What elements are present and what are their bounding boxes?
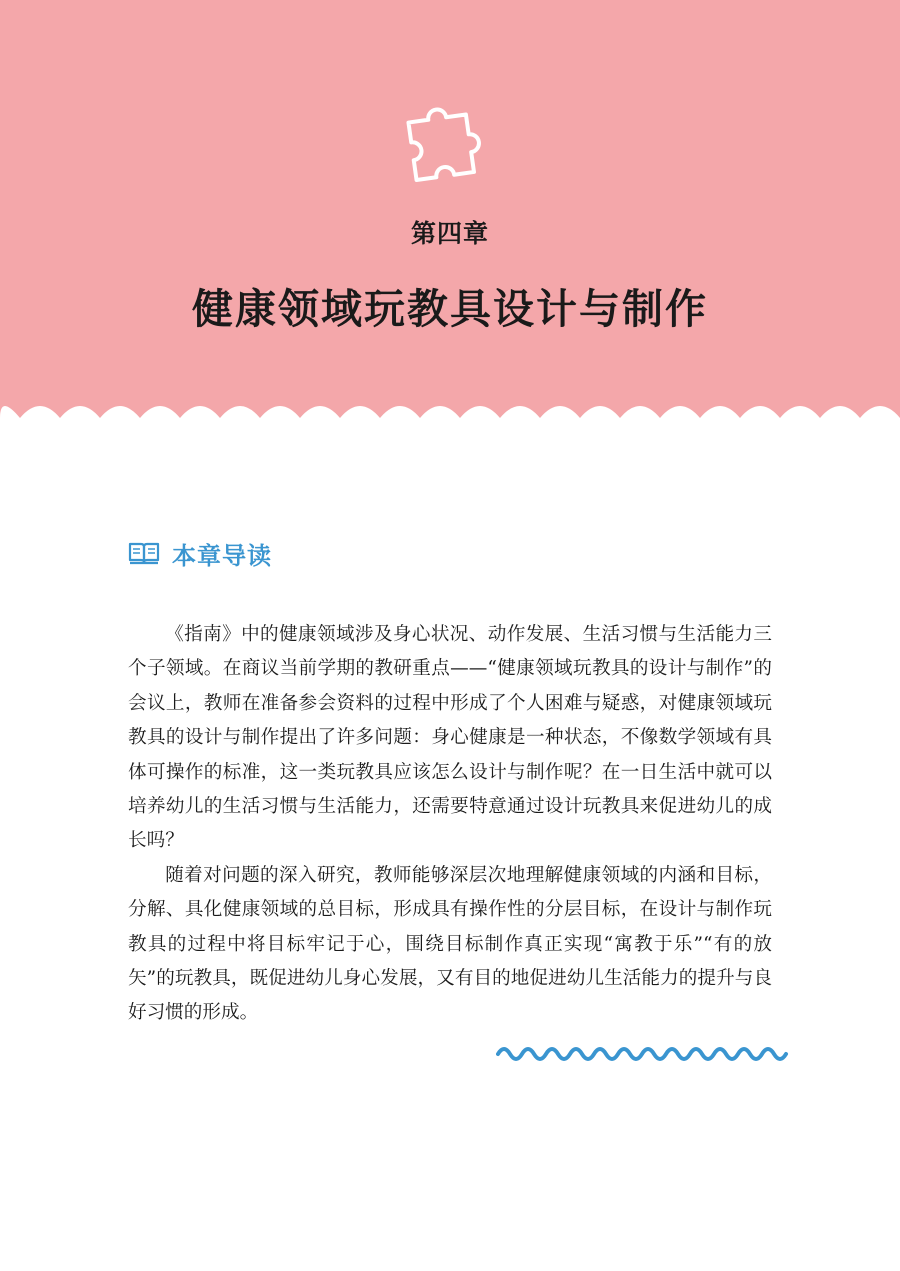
paragraph-1: 《指南》中的健康领域涉及身心状况、动作发展、生活习惯与生活能力三个子领域。在商议当前学期的教研重点——“健康领域玩教具的设计与制作”的会议上，教师在准备参会资料的过程中形成了个人困难与疑惑，对健康领域玩教具的设计与制作提出了许多问题：身心健康是一种状态，不像数学领域有具体可操作的标准，这一类玩教具应该怎么设计与制作呢？在一日生活中就可以培养幼儿的生活习惯与生活能力，还需要特意通过设计玩教具来促进幼儿的成长吗？ [128,624,772,852]
chapter-title: 健康领域玩教具设计与制作 [192,285,708,333]
section-heading-text: 本章导读 [172,541,272,570]
decorative-wave-line [496,1044,796,1064]
header-background [0,0,900,420]
puzzle-piece-icon [402,97,498,193]
chapter-intro-text [128,618,772,1031]
section-heading [128,536,272,570]
paragraph-2: 随着对问题的深入研究，教师能够深层次地理解健康领域的内涵和目标，分解、具化健康领域的总目标，形成具有操作性的分层目标，在设计与制作玩教具的过程中将目标牢记于心，围绕目标制作真正实现“寓教于乐”“有的放矢”的玩教具，既促进幼儿身心发展，又有目的地促进幼儿生活能力的提升与良好习惯的形成。 [128,864,772,1024]
decorative-wave-path [498,1049,786,1059]
open-book-icon [128,540,160,566]
chapter-label: 第四章 [410,219,489,248]
header-wave-band [0,0,900,418]
chapter-header [0,0,900,420]
